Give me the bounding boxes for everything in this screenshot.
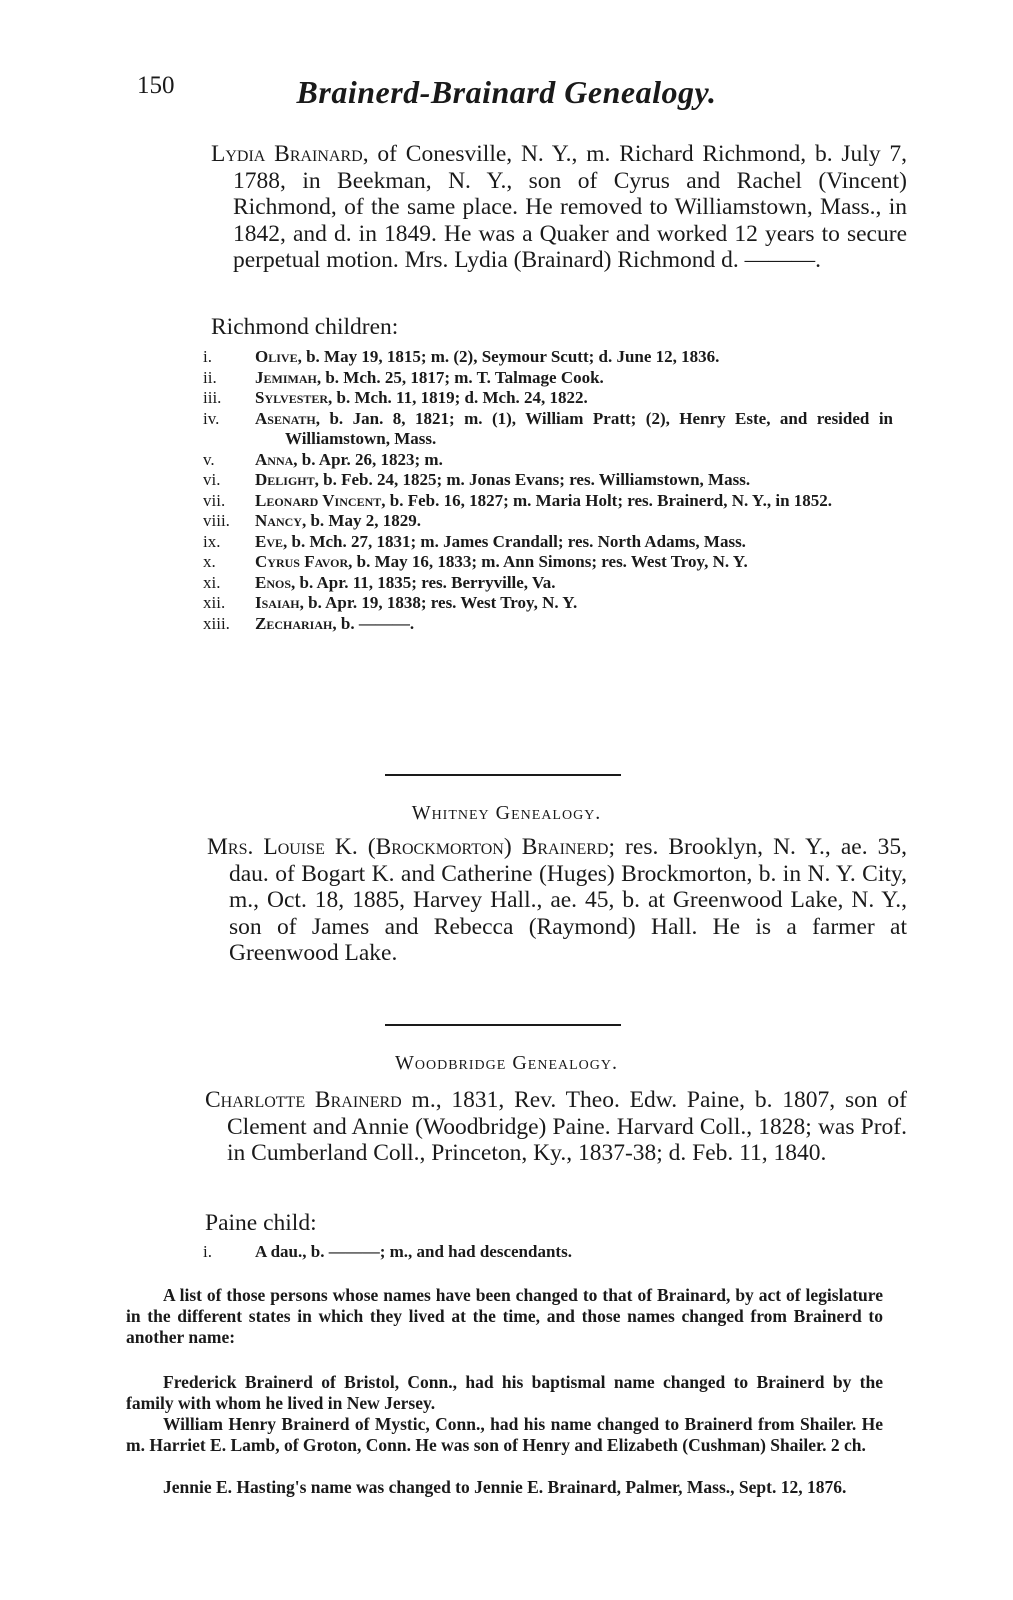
list-item-number: viii. [203,511,230,530]
child-name: Nancy [255,511,302,530]
list-item-text [255,347,893,368]
list-item [203,450,893,471]
page-number: 150 [137,72,175,99]
lydia-entry [211,141,907,274]
list-item [203,511,893,532]
list-item-text [255,511,893,532]
child-details: , b. Jan. 8, 1821; m. (1), William Pratt; (2), Henry Este, and resided in Williamstown, Mass. [285,408,893,448]
name-change-note: Frederick Brainerd of Bristol, Conn., had his baptismal name changed to Brainerd by the family with whom he lived in New Jersey. [126,1372,883,1413]
list-item-number: xii. [203,593,226,612]
list-item-number: vi. [203,470,221,489]
list-item [203,552,893,573]
name-change-note: William Henry Brainerd of Mystic, Conn., had his name changed to Brainerd from Shailer. He m. Harriet E. Lamb, of Groton, Conn. He was son of Henry and Elizabeth (Cushman) Shailer. 2 ch. [126,1414,883,1455]
child-details: , b. Mch. 25, 1817; m. T. Talmage Cook. [316,367,604,387]
list-item-number: ii. [203,367,217,387]
richmond-children-list [203,347,893,634]
list-item-text: A dau., b. ———; m., and had descendants. [255,1242,572,1261]
list-item [203,491,893,512]
child-details: , b. Apr. 11, 1835; res. Berryville, Va. [291,572,556,592]
list-item-text [255,593,893,614]
child-details: , b. Apr. 19, 1838; res. West Troy, N. Y. [299,593,578,612]
whitney-name: Mrs. Louise K. (Brockmorton) Brainerd [207,834,609,860]
name-change-intro: A list of those persons whose names have been changed to that of Brainard, by act of legislature in the different states in which they lived at the time, and those names changed from Brainerd to another name: [126,1285,883,1347]
section-divider [385,774,621,776]
child-details: , b. Feb. 24, 1825; m. Jonas Evans; res. Williamstown, Mass. [314,470,751,489]
list-item-number: i. [203,1242,212,1261]
running-title: Brainerd-Brainard Genealogy. [296,74,717,110]
child-name: Jemimah [255,367,317,387]
child-name: Cyrus Favor [255,552,349,571]
list-item-text [255,368,893,389]
child-details: , b. May 19, 1815; m. (2), Seymour Scutt; d. June 12, 1836. [297,347,720,366]
child-name: Zechariah [255,613,333,633]
list-item-number: v. [203,449,215,469]
list-item-text [255,532,893,553]
list-item-number: i. [203,347,212,366]
woodbridge-section-title: Woodbridge Genealogy. [395,1052,618,1074]
section-divider [385,1024,621,1026]
list-item [203,532,893,553]
list-item-text [255,614,893,635]
richmond-children-heading: Richmond children: [211,314,399,340]
child-name: Eve [255,531,284,551]
child-name: Olive [255,347,298,366]
list-item-number: xi. [203,572,221,592]
woodbridge-entry [205,1087,907,1167]
name-change-note: Jennie E. Hasting's name was changed to Jennie E. Brainard, Palmer, Mass., Sept. 12, 1876. [163,1477,847,1497]
list-item [203,614,893,635]
list-item-text [255,470,893,491]
list-item [203,347,893,368]
list-item-number: iv. [203,408,220,428]
list-item-text [255,450,893,471]
list-item [203,388,893,409]
lydia-text: , of Conesville, N. Y., m. Richard Richmond, b. July 7, 1788, in Beekman, N. Y., son of Cyrus and Rachel (Vincent) Richmond, of the same place. He removed to Williamstown, Mass., in 1842, and d. in 1849. He was a Quaker and worked 12 years to secure perpetual motion. Mrs. Lydia (Brainard) Richmond d. ———. [233,141,907,273]
list-item-text [255,573,893,594]
child-details: , b. Mch. 27, 1831; m. James Crandall; res. North Adams, Mass. [283,531,746,551]
list-item [203,368,893,389]
child-details: , b. Mch. 11, 1819; d. Mch. 24, 1822. [328,388,588,407]
child-details: , b. May 2, 1829. [301,511,421,530]
child-name: Leonard Vincent [255,490,382,510]
list-item-text [255,491,893,512]
child-name: Enos [255,572,292,592]
whitney-text: ; res. Brooklyn, N. Y., ae. 35, dau. of Bogart K. and Catherine (Huges) Brockmorton, b. in N. Y. City, m., Oct. 18, 1885, Harvey Hall., ae. 45, b. at Greenwood Lake, N. Y., son of James and Rebecca (Raymond) Hall. He is a farmer at Greenwood Lake. [229,834,907,966]
list-item-number: xiii. [203,613,230,633]
child-details: , b. Apr. 26, 1823; m. [293,449,443,469]
child-details: , b. ———. [332,613,415,633]
list-item-number: ix. [203,531,221,551]
list-item-text [255,552,893,573]
list-item-text [255,388,893,409]
child-name: Delight [255,470,315,489]
paine-child-heading: Paine child: [205,1210,317,1236]
child-details: , b. Feb. 16, 1827; m. Maria Holt; res. Brainerd, N. Y., in 1852. [381,490,833,510]
child-name: Anna [255,449,294,469]
paine-child-list [203,1242,893,1263]
lydia-name: Lydia Brainard [211,141,363,167]
list-item [203,1242,893,1263]
list-item [203,573,893,594]
whitney-entry [207,834,907,967]
woodbridge-text: m., 1831, Rev. Theo. Edw. Paine, b. 1807, son of Clement and Annie (Woodbridge) Paine. Harvard Coll., 1828; was Prof. in Cumberland Coll., Princeton, Ky., 1837-38; d. Feb. 11, 1840. [227,1087,908,1166]
list-item-text [255,409,893,450]
list-item-number: vii. [203,490,226,510]
list-item [203,470,893,491]
child-name: Isaiah [255,593,300,612]
list-item-number: x. [203,552,216,571]
list-item-number: iii. [203,388,222,407]
child-name: Sylvester [255,388,329,407]
woodbridge-name: Charlotte Brainerd [205,1087,402,1113]
child-details: , b. May 16, 1833; m. Ann Simons; res. West Troy, N. Y. [348,552,748,571]
list-item [203,409,893,450]
whitney-section-title: Whitney Genealogy. [411,802,602,824]
list-item [203,593,893,614]
child-name: Asenath [255,408,316,428]
